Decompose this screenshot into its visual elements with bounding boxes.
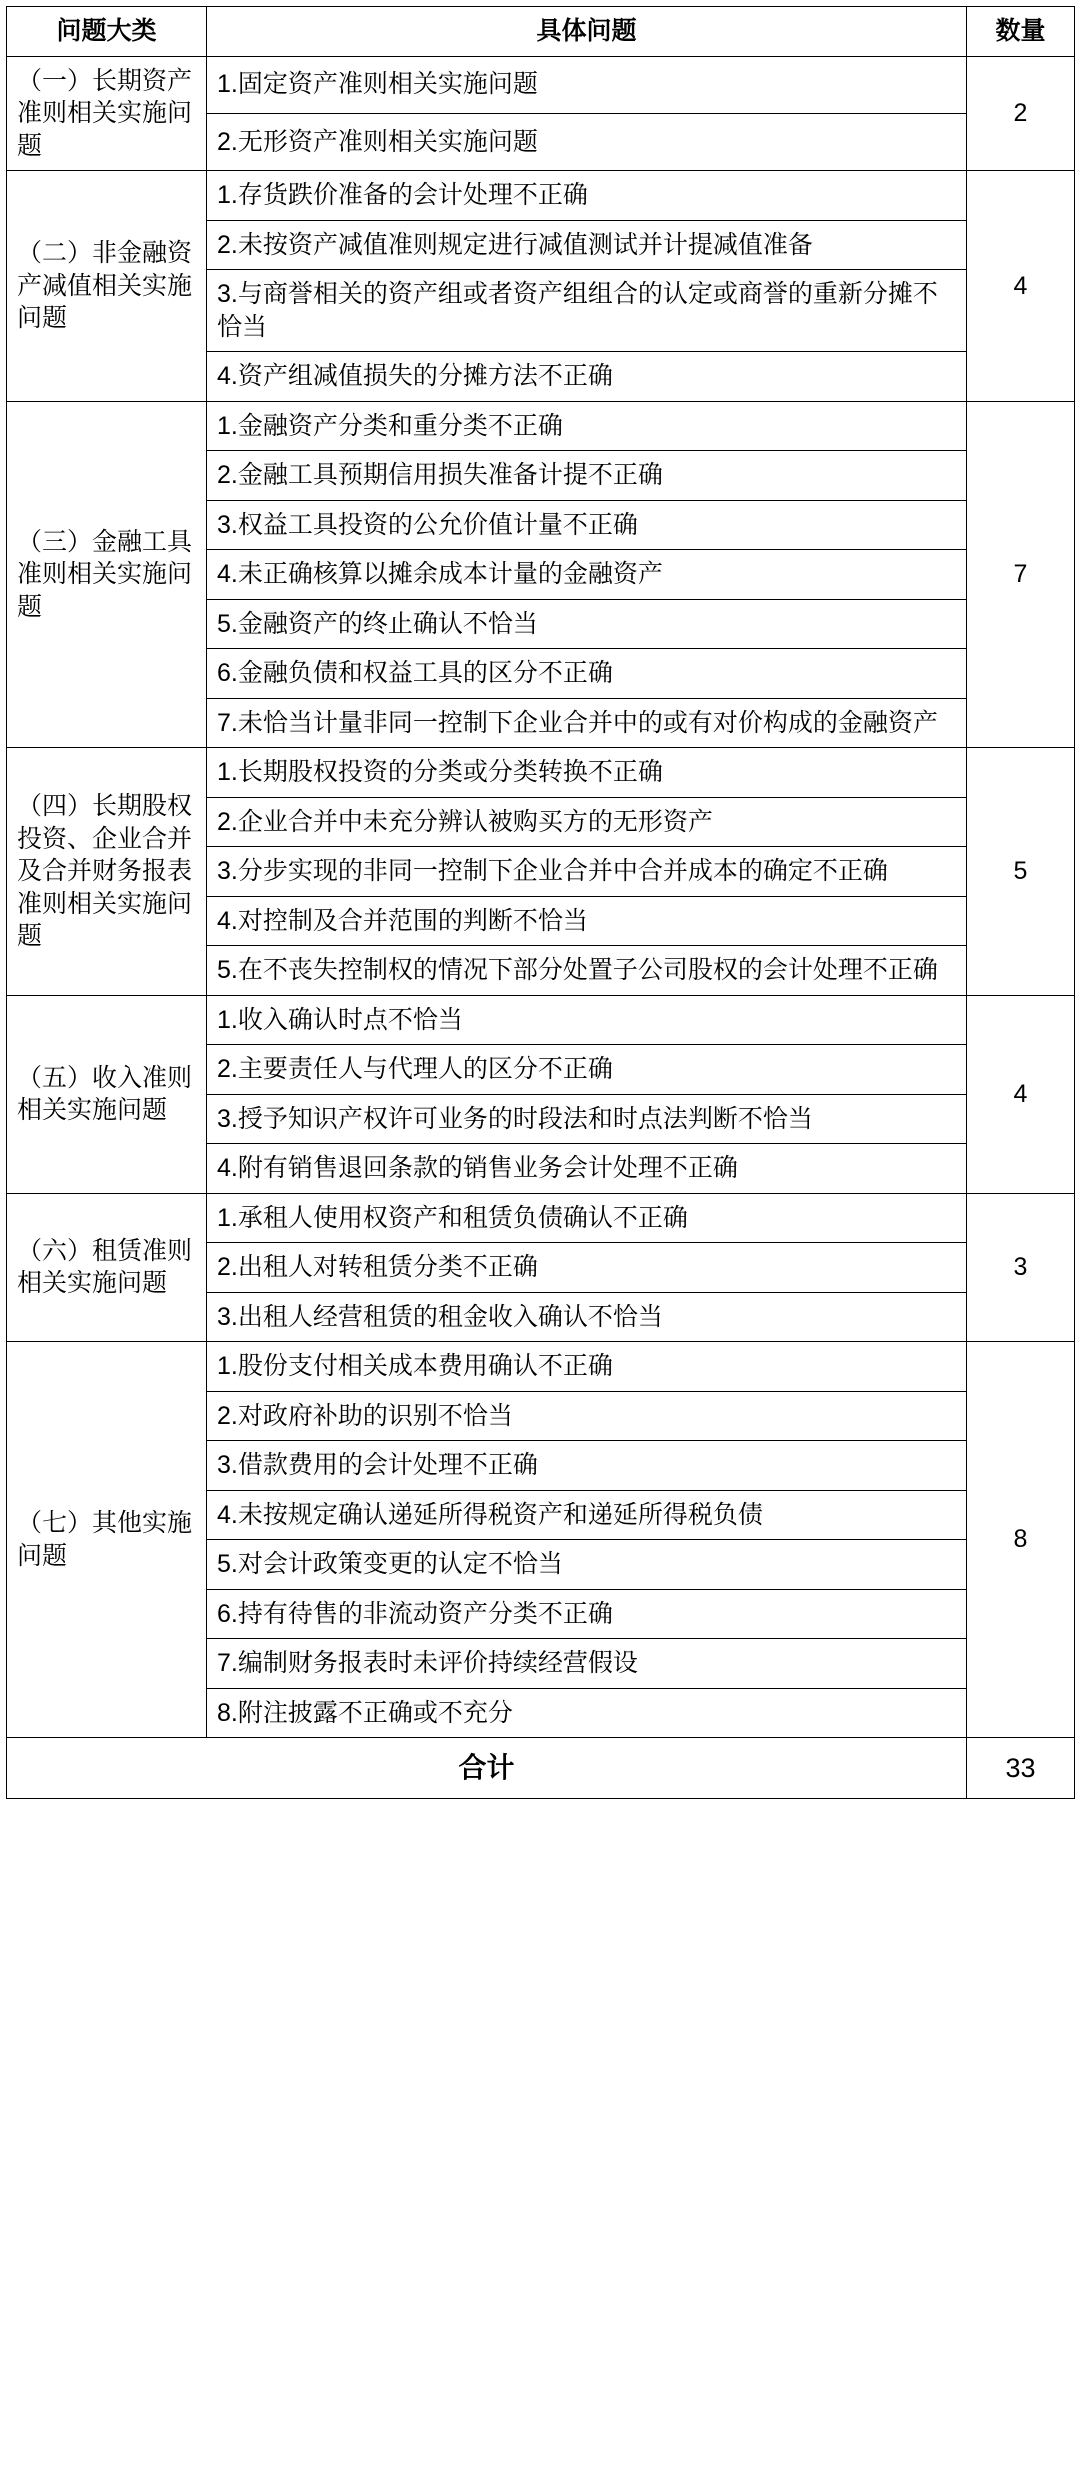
issue-item: 3.出租人经营租赁的租金收入确认不恰当 xyxy=(207,1292,967,1342)
issue-item: 3.授予知识产权许可业务的时段法和时点法判断不恰当 xyxy=(207,1094,967,1144)
category-cell: （二）非金融资产减值相关实施问题 xyxy=(7,171,207,402)
category-cell: （七）其他实施问题 xyxy=(7,1342,207,1738)
issue-item: 2.出租人对转租赁分类不正确 xyxy=(207,1243,967,1293)
issue-item: 1.金融资产分类和重分类不正确 xyxy=(207,401,967,451)
issue-item: 6.持有待售的非流动资产分类不正确 xyxy=(207,1589,967,1639)
table-row xyxy=(7,748,1075,798)
count-cell: 8 xyxy=(967,1342,1075,1738)
issue-item: 1.股份支付相关成本费用确认不正确 xyxy=(207,1342,967,1392)
total-row xyxy=(7,1738,1075,1799)
count-cell: 5 xyxy=(967,748,1075,996)
issue-item: 1.存货跌价准备的会计处理不正确 xyxy=(207,171,967,221)
issue-item: 8.附注披露不正确或不充分 xyxy=(207,1688,967,1738)
count-cell: 3 xyxy=(967,1193,1075,1342)
category-cell: （一）长期资产准则相关实施问题 xyxy=(7,56,207,171)
header-category: 问题大类 xyxy=(7,7,207,57)
issue-item: 2.未按资产减值准则规定进行减值测试并计提减值准备 xyxy=(207,220,967,270)
issue-item: 1.承租人使用权资产和租赁负债确认不正确 xyxy=(207,1193,967,1243)
category-cell: （四）长期股权投资、企业合并及合并财务报表准则相关实施问题 xyxy=(7,748,207,996)
total-count: 33 xyxy=(967,1738,1075,1799)
table-row xyxy=(7,401,1075,451)
issue-item: 5.在不丧失控制权的情况下部分处置子公司股权的会计处理不正确 xyxy=(207,946,967,996)
issue-item: 4.资产组减值损失的分摊方法不正确 xyxy=(207,352,967,402)
issue-item: 6.金融负债和权益工具的区分不正确 xyxy=(207,649,967,699)
issue-item: 5.金融资产的终止确认不恰当 xyxy=(207,599,967,649)
issue-item: 3.分步实现的非同一控制下企业合并中合并成本的确定不正确 xyxy=(207,847,967,897)
category-cell: （三）金融工具准则相关实施问题 xyxy=(7,401,207,748)
issue-item: 2.主要责任人与代理人的区分不正确 xyxy=(207,1045,967,1095)
category-cell: （六）租赁准则相关实施问题 xyxy=(7,1193,207,1342)
table-header xyxy=(7,7,1075,57)
issue-item: 1.收入确认时点不恰当 xyxy=(207,995,967,1045)
issue-item: 1.长期股权投资的分类或分类转换不正确 xyxy=(207,748,967,798)
count-cell: 2 xyxy=(967,56,1075,171)
table-row xyxy=(7,56,1075,113)
issue-item: 2.对政府补助的识别不恰当 xyxy=(207,1391,967,1441)
issue-item: 4.对控制及合并范围的判断不恰当 xyxy=(207,896,967,946)
issue-summary-table xyxy=(6,6,1075,1799)
table-row xyxy=(7,1342,1075,1392)
header-count: 数量 xyxy=(967,7,1075,57)
issue-item: 2.企业合并中未充分辨认被购买方的无形资产 xyxy=(207,797,967,847)
issue-item: 3.借款费用的会计处理不正确 xyxy=(207,1441,967,1491)
category-cell: （五）收入准则相关实施问题 xyxy=(7,995,207,1193)
table-row xyxy=(7,171,1075,221)
issue-item: 4.附有销售退回条款的销售业务会计处理不正确 xyxy=(207,1144,967,1194)
issue-item: 2.无形资产准则相关实施问题 xyxy=(207,113,967,170)
issue-item: 7.未恰当计量非同一控制下企业合并中的或有对价构成的金融资产 xyxy=(207,698,967,748)
issue-item: 3.权益工具投资的公允价值计量不正确 xyxy=(207,500,967,550)
table-body xyxy=(7,56,1075,1799)
issue-item: 4.未正确核算以摊余成本计量的金融资产 xyxy=(207,550,967,600)
total-label: 合计 xyxy=(7,1738,967,1799)
header-item: 具体问题 xyxy=(207,7,967,57)
table-row xyxy=(7,1193,1075,1243)
issue-item: 1.固定资产准则相关实施问题 xyxy=(207,56,967,113)
issue-item: 3.与商誉相关的资产组或者资产组组合的认定或商誉的重新分摊不恰当 xyxy=(207,270,967,352)
issue-item: 7.编制财务报表时未评价持续经营假设 xyxy=(207,1639,967,1689)
issue-item: 4.未按规定确认递延所得税资产和递延所得税负债 xyxy=(207,1490,967,1540)
issue-item: 2.金融工具预期信用损失准备计提不正确 xyxy=(207,451,967,501)
header-row xyxy=(7,7,1075,57)
count-cell: 4 xyxy=(967,995,1075,1193)
table-row xyxy=(7,995,1075,1045)
count-cell: 7 xyxy=(967,401,1075,748)
issue-item: 5.对会计政策变更的认定不恰当 xyxy=(207,1540,967,1590)
count-cell: 4 xyxy=(967,171,1075,402)
